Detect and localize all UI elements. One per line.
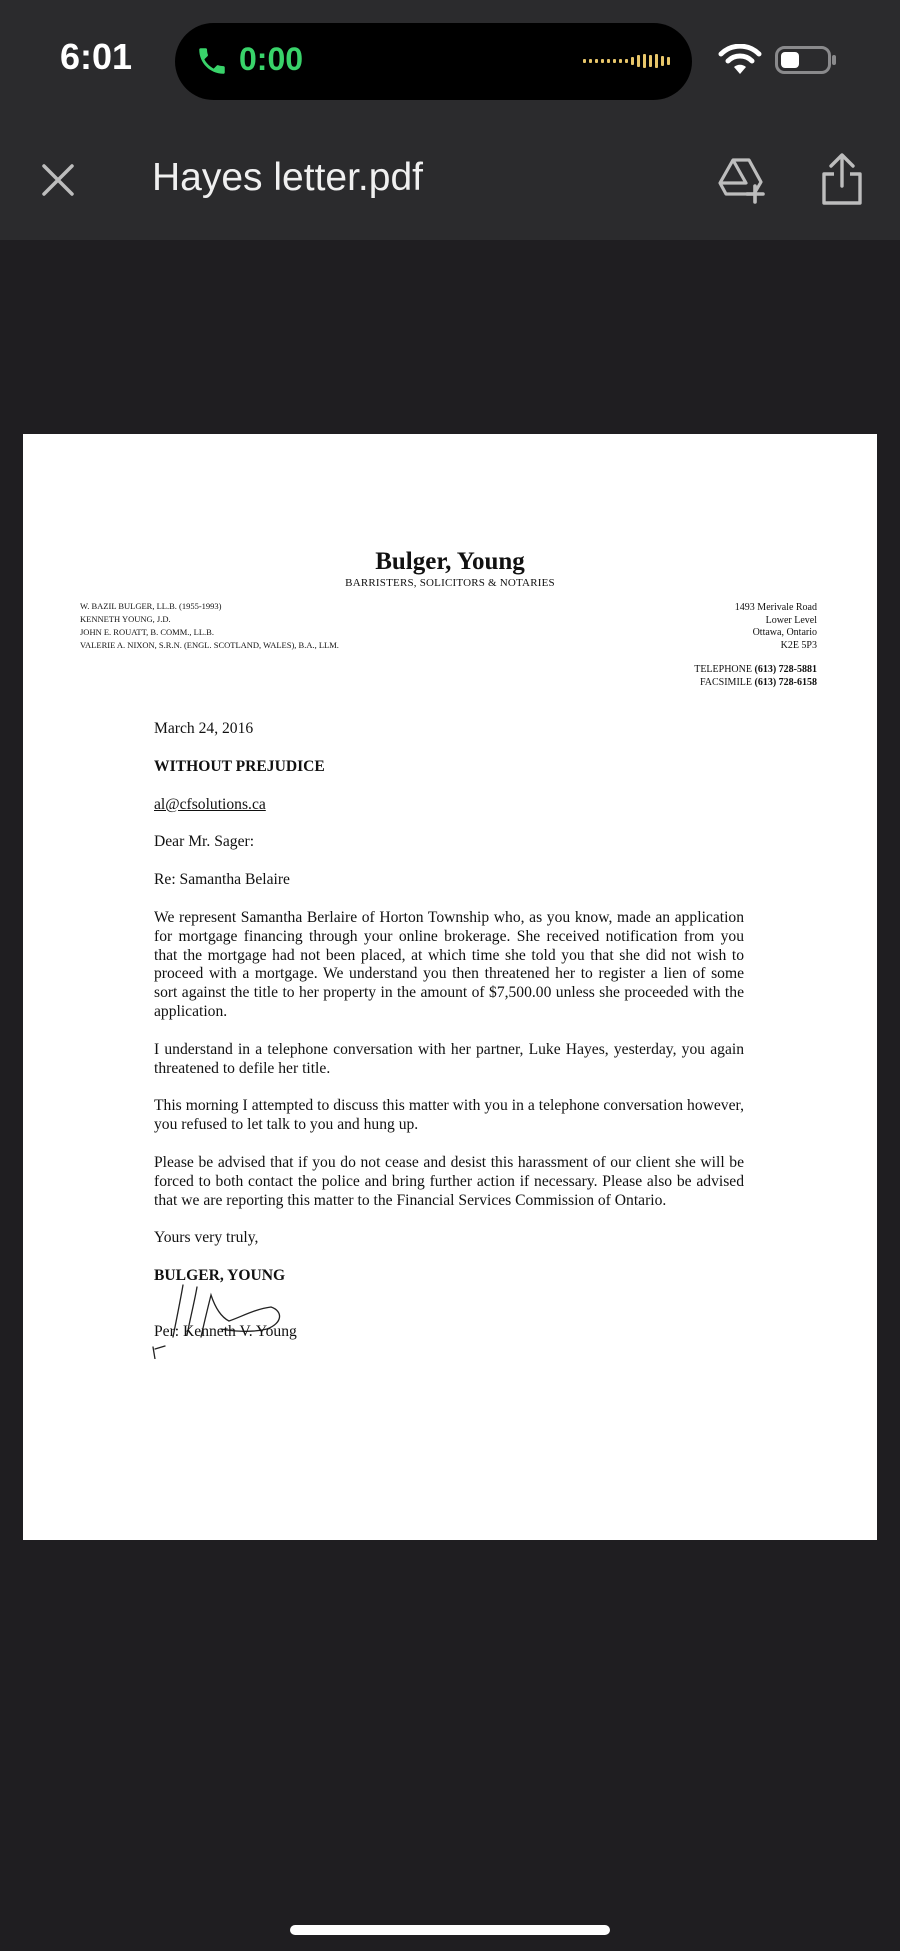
letterhead-firm-name: Bulger, Young bbox=[375, 548, 525, 575]
facsimile-line bbox=[694, 677, 817, 690]
call-pill[interactable] bbox=[175, 23, 692, 100]
facsimile-number: (613) 728-6158 bbox=[754, 676, 817, 688]
salutation: Dear Mr. Sager: bbox=[154, 833, 255, 851]
partner-line: KENNETH YOUNG, J.D. bbox=[80, 614, 171, 624]
re-line: Re: Samantha Belaire bbox=[154, 871, 290, 889]
letter-notice: WITHOUT PREJUDICE bbox=[154, 757, 325, 775]
letterhead-phones bbox=[694, 664, 817, 689]
wifi-icon bbox=[718, 44, 762, 76]
audio-waveform-icon bbox=[583, 51, 671, 71]
address-line: K2E 5P3 bbox=[780, 639, 817, 651]
facsimile-label: FACSIMILE bbox=[699, 676, 752, 688]
paragraph: We represent Samantha Berlaire of Horton Township who, as you know, made an application for mortgage financing through your online brokerage. She received notification from you that the mortgage had not been placed, at which time she told you that she did not wish to proceed with a mortgage. We understand you then threatened her to register a lien of some sort against the title to her property in the amount of $7,500.00 unless she proceeded with the application. bbox=[154, 908, 744, 1020]
address-line: Ottawa, Ontario bbox=[752, 627, 817, 638]
address-line: 1493 Merivale Road bbox=[734, 602, 817, 613]
closing-firm: BULGER, YOUNG bbox=[154, 1267, 286, 1285]
partner-line: JOHN E. ROUATT, B. COMM., LL.B. bbox=[80, 627, 214, 637]
share-icon[interactable] bbox=[818, 152, 866, 206]
status-time: 6:01 bbox=[60, 36, 133, 77]
partner-line: W. BAZIL BULGER, LL.B. (1955-1993) bbox=[80, 601, 222, 611]
paragraph: Please be advised that if you do not cease and desist this harassment of our client she will be forced to both contact the police and bring further action if necessary. Please also be advised that we are reporting this matter to the Financial Services Commission of Ontario. bbox=[154, 1153, 744, 1209]
partner-line: VALERIE A. NIXON, S.R.N. (ENGL. SCOTLAND, WALES), B.A., LLM. bbox=[80, 640, 339, 650]
paragraph: This morning I attempted to discuss this matter with you in a telephone conversation however, you refused to let talk to you and hung up. bbox=[154, 1097, 744, 1134]
paragraph: I understand in a telephone conversation with her partner, Luke Hayes, yesterday, you again threatened to defile her title. bbox=[154, 1040, 744, 1077]
add-to-drive-icon[interactable] bbox=[716, 154, 766, 204]
document-title: Hayes letter.pdf bbox=[152, 156, 423, 199]
telephone-number: (613) 728-5881 bbox=[754, 664, 817, 675]
telephone-label: TELEPHONE bbox=[694, 664, 752, 675]
telephone-line bbox=[694, 664, 817, 677]
call-timer: 0:00 bbox=[239, 41, 304, 77]
letterhead-subtitle: BARRISTERS, SOLICITORS & NOTARIES bbox=[345, 577, 555, 589]
battery-icon bbox=[775, 46, 837, 74]
pdf-page bbox=[23, 434, 877, 1540]
close-icon[interactable] bbox=[38, 160, 78, 200]
letterhead-address bbox=[735, 602, 817, 652]
closing: Yours very truly, bbox=[154, 1229, 259, 1247]
home-indicator[interactable] bbox=[290, 1925, 610, 1935]
signatory: Per: Kenneth V. Young bbox=[154, 1323, 297, 1340]
letterhead-partners bbox=[80, 600, 339, 652]
address-line: Lower Level bbox=[765, 614, 817, 626]
letter-date: March 24, 2016 bbox=[154, 720, 254, 737]
recipient-email: al@cfsolutions.ca bbox=[154, 795, 266, 813]
letter-body bbox=[154, 720, 744, 1305]
phone-icon bbox=[195, 44, 229, 78]
handwritten-signature bbox=[151, 1277, 371, 1359]
